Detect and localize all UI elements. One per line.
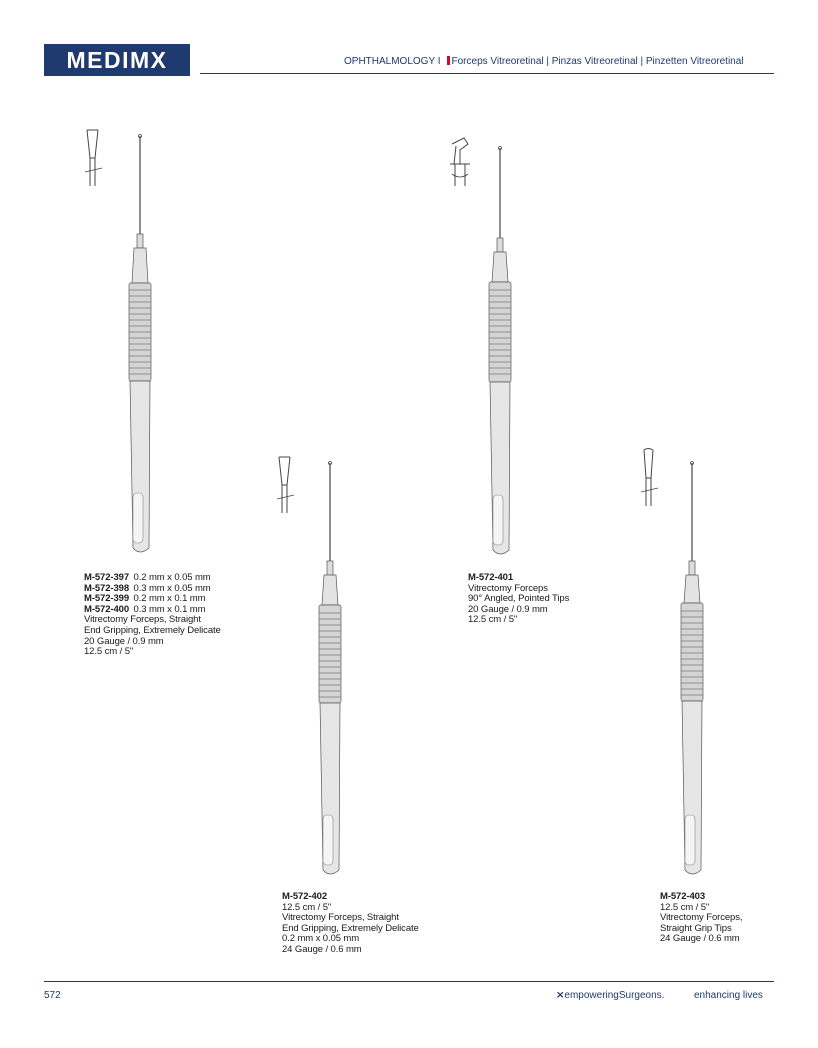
product-code: M-572-398 [84,582,130,594]
product-code: M-572-400 [84,603,130,615]
spec-line: 90° Angled, Pointed Tips [468,593,570,605]
spec-line: 20 Gauge / 0.9 mm [468,603,548,615]
slogan-text: empoweringSurgeons. [564,990,665,1001]
tip-detail-3 [276,455,296,515]
product-code: M-572-402 [282,891,328,902]
variant-size: 0.2 mm x 0.05 mm [133,572,211,583]
slogan-tagline: enhancing lives [694,990,763,1001]
brand-logo: MEDIMX [44,44,190,76]
spec-line: End Gripping, Extremely Delicate [282,922,419,934]
spec-line: Straight Grip Tips [660,922,732,934]
spec-line: 24 Gauge / 0.6 mm [282,943,362,955]
breadcrumb [344,56,744,67]
variant-size: 0.2 mm x 0.1 mm [133,593,206,605]
spec-line: Vitrectomy Forceps, [660,912,743,924]
spec-line: 12.5 cm / 5" [468,614,518,626]
product-spec-1 [84,573,221,658]
spec-line: 12.5 cm / 5" [282,901,332,913]
brand-mark-icon: ⨯ [556,990,565,1001]
spec-line: Vitrectomy Forceps, Straight [282,912,399,924]
red-marker [447,56,450,65]
page-title: Forceps Vitreoretinal | Pinzas Vitreoretinal | Pinzetten Vitreoretinal [451,56,744,67]
spec-line: Vitrectomy Forceps [468,582,548,594]
spec-line: End Gripping, Extremely Delicate [84,624,221,636]
slogan-main [556,990,664,1001]
product-code: M-572-401 [468,572,514,583]
category-label: OPHTHALMOLOGY I [344,56,441,67]
tip-detail-2 [446,136,474,188]
page-number: 572 [44,990,61,1001]
spec-line: Vitrectomy Forceps, Straight [84,614,201,626]
product-code: M-572-399 [84,593,130,605]
instrument-illustration-3 [310,455,360,885]
footer-divider [44,981,774,982]
product-spec-2 [468,573,569,626]
product-code: M-572-403 [660,891,706,902]
spec-line: 24 Gauge / 0.6 mm [660,933,740,945]
product-code: M-572-397 [84,572,130,583]
tip-detail-4 [640,448,660,508]
product-spec-3 [282,892,419,956]
variant-size: 0.3 mm x 0.1 mm [133,603,206,615]
spec-line: 12.5 cm / 5" [84,646,134,658]
spec-line: 12.5 cm / 5" [660,901,710,913]
instrument-illustration-4 [672,455,722,885]
header-divider [200,73,774,74]
instrument-illustration-2 [480,140,530,560]
instrument-illustration-1 [120,128,170,558]
spec-line: 20 Gauge / 0.9 mm [84,635,164,647]
spec-line: 0.2 mm x 0.05 mm [282,933,360,945]
product-spec-4 [660,892,742,945]
variant-row [84,573,221,584]
tip-detail-1 [84,128,104,188]
variant-size: 0.3 mm x 0.05 mm [133,582,211,594]
